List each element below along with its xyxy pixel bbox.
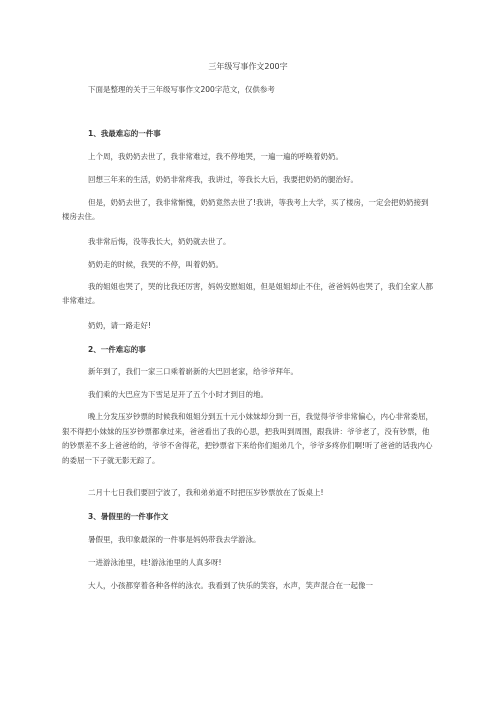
section-heading: 3、暑假里的一件事作文	[88, 512, 169, 521]
paragraph: 但是，奶奶去世了，我非常惭愧，奶奶竟然去世了!我讲，等我考上大学，买了楼房，一定会把奶奶接到楼房去住。	[62, 198, 429, 221]
paragraph: 我非常后悔，没等我长大，奶奶就去世了。	[88, 237, 231, 246]
section-heading: 2、一件难忘的事	[88, 345, 146, 354]
section-heading: 1、我最难忘的一件事	[88, 129, 161, 138]
intro-text: 下面是整理的关于三年级写事作文200字范文，仅供参考	[88, 85, 275, 94]
paragraph: 我们乘的大巴应为下雪足足开了五个小时才到目的地。	[88, 390, 268, 399]
paragraph: 晚上分发压岁钞票的时候我和姐姐分到五十元小妹妹却分到一百，我觉得爷爷非常偏心，内心非常委屈，狠不得把小妹妹的压岁钞票都拿过来，爸爸看出了我的心思，把我叫到周围，跟我讲：爷爷老了，没有钞票，他的钞票差不多上爸爸给的，爷爷不舍得花，把钞票省下来给你们姐弟几个，爷爷多疼你们啊!听了爸爸的话我内心的委屈一下子就无影无踪了。	[62, 412, 433, 465]
paragraph: 大人，小孩都穿着各种各样的泳衣。我看到了快乐的笑容，水声，笑声混合在一起像一	[88, 581, 373, 590]
paragraph: 暑假里，我印象最深的一件事是妈妈带我去学游泳。	[88, 535, 261, 544]
paragraph: 奶奶走的时候，我哭的不停，叫着奶奶。	[88, 260, 223, 269]
paragraph: 上个周，我奶奶去世了，我非常难过，我不停地哭，一遍一遍的呼唤着奶奶。	[88, 152, 343, 161]
paragraph: 我的姐姐也哭了，哭的比我还厉害，妈妈安慰姐姐，但是姐姐却止不住，爸爸妈妈也哭了，我们全家人都非常难过。	[62, 282, 433, 305]
paragraph: 回想三年来的生活，奶奶非常疼我，我讲过，等我长大后，我要把奶奶的腿治好。	[88, 175, 358, 184]
document-title: 三年级写事作文200字	[208, 62, 288, 71]
paragraph: 奶奶，请一路走好!	[88, 321, 152, 330]
paragraph: 新年到了，我们一家三口乘着崭新的大巴回老家，给爷爷拜年。	[88, 367, 298, 376]
paragraph: 二月十七日我们要回宁波了，我和弟弟道不时把压岁钞票放在了饭桌上!	[88, 488, 324, 497]
paragraph: 一进游泳池里，哇!游泳池里的人真多呀!	[88, 558, 222, 567]
